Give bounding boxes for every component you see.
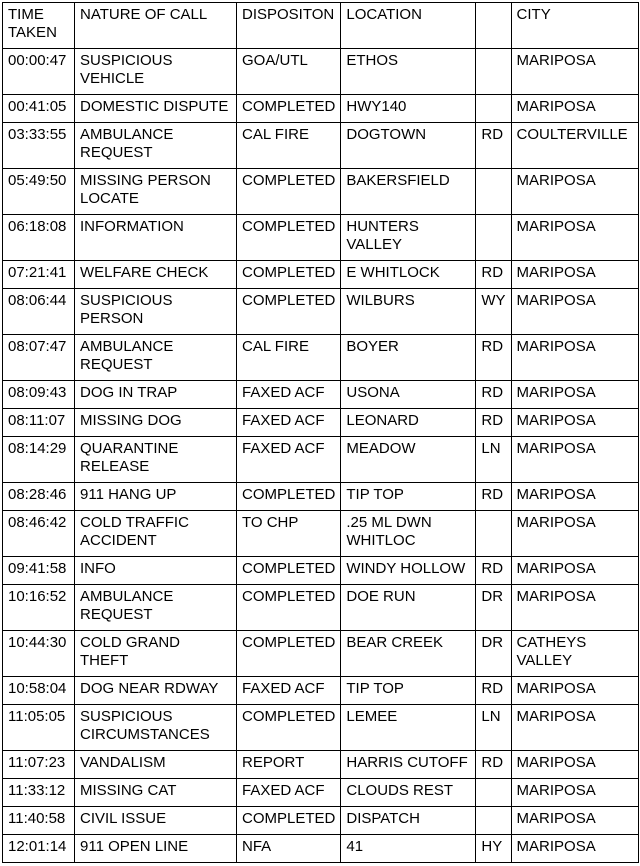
table-row bbox=[3, 437, 639, 483]
time-cell: 06:18:08 bbox=[3, 215, 75, 261]
disposition-cell: COMPLETED bbox=[237, 705, 341, 751]
disposition-cell: COMPLETED bbox=[237, 585, 341, 631]
disposition-cell: GOA/UTL bbox=[237, 49, 341, 95]
location-cell: HWY140 bbox=[341, 95, 476, 123]
city-cell: MARIPOSA bbox=[511, 409, 638, 437]
location-cell: CLOUDS REST bbox=[341, 779, 476, 807]
table-row bbox=[3, 631, 639, 677]
location-cell: ETHOS bbox=[341, 49, 476, 95]
disposition-cell: TO CHP bbox=[237, 511, 341, 557]
city-cell: MARIPOSA bbox=[511, 677, 638, 705]
table-row bbox=[3, 483, 639, 511]
disposition-cell: COMPLETED bbox=[237, 557, 341, 585]
nature-of-call-cell: DOG NEAR RDWAY bbox=[75, 677, 237, 705]
header-disposition: DISPOSITON bbox=[237, 3, 341, 49]
nature-of-call-cell: INFO bbox=[75, 557, 237, 585]
nature-of-call-cell: MISSING PERSON LOCATE bbox=[75, 169, 237, 215]
table-row bbox=[3, 409, 639, 437]
time-cell: 00:41:05 bbox=[3, 95, 75, 123]
street-suffix-cell bbox=[476, 95, 511, 123]
call-log-table bbox=[2, 2, 639, 863]
nature-of-call-cell: INFORMATION bbox=[75, 215, 237, 261]
nature-of-call-cell: AMBULANCE REQUEST bbox=[75, 123, 237, 169]
table-row bbox=[3, 705, 639, 751]
time-cell: 10:44:30 bbox=[3, 631, 75, 677]
location-cell: WINDY HOLLOW bbox=[341, 557, 476, 585]
header-street-suffix bbox=[476, 3, 511, 49]
disposition-cell: FAXED ACF bbox=[237, 779, 341, 807]
nature-of-call-cell: MISSING CAT bbox=[75, 779, 237, 807]
table-row bbox=[3, 95, 639, 123]
location-cell: BOYER bbox=[341, 335, 476, 381]
time-cell: 05:49:50 bbox=[3, 169, 75, 215]
street-suffix-cell: RD bbox=[476, 335, 511, 381]
city-cell: MARIPOSA bbox=[511, 705, 638, 751]
city-cell: MARIPOSA bbox=[511, 835, 638, 863]
nature-of-call-cell: QUARANTINE RELEASE bbox=[75, 437, 237, 483]
nature-of-call-cell: MISSING DOG bbox=[75, 409, 237, 437]
city-cell: MARIPOSA bbox=[511, 807, 638, 835]
table-row bbox=[3, 779, 639, 807]
city-cell: MARIPOSA bbox=[511, 215, 638, 261]
table-row bbox=[3, 169, 639, 215]
street-suffix-cell bbox=[476, 49, 511, 95]
nature-of-call-cell: 911 OPEN LINE bbox=[75, 835, 237, 863]
table-row bbox=[3, 835, 639, 863]
street-suffix-cell: RD bbox=[476, 261, 511, 289]
nature-of-call-cell: SUSPICIOUS CIRCUMSTANCES bbox=[75, 705, 237, 751]
nature-of-call-cell: SUSPICIOUS PERSON bbox=[75, 289, 237, 335]
city-cell: MARIPOSA bbox=[511, 335, 638, 381]
time-cell: 08:09:43 bbox=[3, 381, 75, 409]
header-nature-of-call: NATURE OF CALL bbox=[75, 3, 237, 49]
nature-of-call-cell: AMBULANCE REQUEST bbox=[75, 585, 237, 631]
city-cell: MARIPOSA bbox=[511, 511, 638, 557]
time-cell: 08:07:47 bbox=[3, 335, 75, 381]
time-cell: 08:11:07 bbox=[3, 409, 75, 437]
table-body bbox=[3, 49, 639, 863]
city-cell: MARIPOSA bbox=[511, 437, 638, 483]
street-suffix-cell: DR bbox=[476, 631, 511, 677]
location-cell: WILBURS bbox=[341, 289, 476, 335]
location-cell: DOGTOWN bbox=[341, 123, 476, 169]
disposition-cell: CAL FIRE bbox=[237, 335, 341, 381]
disposition-cell: CAL FIRE bbox=[237, 123, 341, 169]
table-header-row bbox=[3, 3, 639, 49]
nature-of-call-cell: VANDALISM bbox=[75, 751, 237, 779]
street-suffix-cell bbox=[476, 779, 511, 807]
street-suffix-cell: RD bbox=[476, 751, 511, 779]
location-cell: USONA bbox=[341, 381, 476, 409]
table-row bbox=[3, 511, 639, 557]
time-cell: 11:05:05 bbox=[3, 705, 75, 751]
time-cell: 08:28:46 bbox=[3, 483, 75, 511]
time-cell: 09:41:58 bbox=[3, 557, 75, 585]
city-cell: MARIPOSA bbox=[511, 289, 638, 335]
time-cell: 12:01:14 bbox=[3, 835, 75, 863]
disposition-cell: COMPLETED bbox=[237, 807, 341, 835]
disposition-cell: COMPLETED bbox=[237, 261, 341, 289]
street-suffix-cell: DR bbox=[476, 585, 511, 631]
table-row bbox=[3, 335, 639, 381]
disposition-cell: NFA bbox=[237, 835, 341, 863]
nature-of-call-cell: WELFARE CHECK bbox=[75, 261, 237, 289]
city-cell: MARIPOSA bbox=[511, 751, 638, 779]
city-cell: MARIPOSA bbox=[511, 381, 638, 409]
time-cell: 07:21:41 bbox=[3, 261, 75, 289]
nature-of-call-cell: DOG IN TRAP bbox=[75, 381, 237, 409]
nature-of-call-cell: SUSPICIOUS VEHICLE bbox=[75, 49, 237, 95]
city-cell: MARIPOSA bbox=[511, 779, 638, 807]
time-cell: 10:58:04 bbox=[3, 677, 75, 705]
street-suffix-cell: LN bbox=[476, 705, 511, 751]
time-cell: 11:07:23 bbox=[3, 751, 75, 779]
nature-of-call-cell: CIVIL ISSUE bbox=[75, 807, 237, 835]
location-cell: BEAR CREEK bbox=[341, 631, 476, 677]
nature-of-call-cell: 911 HANG UP bbox=[75, 483, 237, 511]
city-cell: MARIPOSA bbox=[511, 261, 638, 289]
street-suffix-cell: RD bbox=[476, 381, 511, 409]
city-cell: MARIPOSA bbox=[511, 49, 638, 95]
location-cell: LEMEE bbox=[341, 705, 476, 751]
street-suffix-cell bbox=[476, 511, 511, 557]
street-suffix-cell bbox=[476, 215, 511, 261]
location-cell: DISPATCH bbox=[341, 807, 476, 835]
city-cell: MARIPOSA bbox=[511, 169, 638, 215]
location-cell: LEONARD bbox=[341, 409, 476, 437]
time-cell: 03:33:55 bbox=[3, 123, 75, 169]
disposition-cell: COMPLETED bbox=[237, 483, 341, 511]
street-suffix-cell: RD bbox=[476, 409, 511, 437]
disposition-cell: FAXED ACF bbox=[237, 409, 341, 437]
disposition-cell: COMPLETED bbox=[237, 169, 341, 215]
city-cell: MARIPOSA bbox=[511, 95, 638, 123]
city-cell: COULTERVILLE bbox=[511, 123, 638, 169]
street-suffix-cell bbox=[476, 807, 511, 835]
street-suffix-cell: HY bbox=[476, 835, 511, 863]
disposition-cell: FAXED ACF bbox=[237, 677, 341, 705]
table-row bbox=[3, 807, 639, 835]
location-cell: E WHITLOCK bbox=[341, 261, 476, 289]
city-cell: MARIPOSA bbox=[511, 557, 638, 585]
table-row bbox=[3, 123, 639, 169]
location-cell: TIP TOP bbox=[341, 483, 476, 511]
location-cell: .25 ML DWN WHITLOC bbox=[341, 511, 476, 557]
street-suffix-cell: RD bbox=[476, 677, 511, 705]
street-suffix-cell: RD bbox=[476, 557, 511, 585]
location-cell: TIP TOP bbox=[341, 677, 476, 705]
city-cell: MARIPOSA bbox=[511, 483, 638, 511]
disposition-cell: FAXED ACF bbox=[237, 381, 341, 409]
table-row bbox=[3, 585, 639, 631]
nature-of-call-cell: COLD TRAFFIC ACCIDENT bbox=[75, 511, 237, 557]
table-row bbox=[3, 49, 639, 95]
table-row bbox=[3, 677, 639, 705]
disposition-cell: COMPLETED bbox=[237, 95, 341, 123]
table-row bbox=[3, 751, 639, 779]
street-suffix-cell bbox=[476, 169, 511, 215]
disposition-cell: COMPLETED bbox=[237, 215, 341, 261]
nature-of-call-cell: AMBULANCE REQUEST bbox=[75, 335, 237, 381]
street-suffix-cell: WY bbox=[476, 289, 511, 335]
street-suffix-cell: RD bbox=[476, 483, 511, 511]
table-row bbox=[3, 289, 639, 335]
city-cell: CATHEYS VALLEY bbox=[511, 631, 638, 677]
location-cell: MEADOW bbox=[341, 437, 476, 483]
time-cell: 00:00:47 bbox=[3, 49, 75, 95]
time-cell: 11:40:58 bbox=[3, 807, 75, 835]
table-row bbox=[3, 381, 639, 409]
time-cell: 08:14:29 bbox=[3, 437, 75, 483]
disposition-cell: REPORT bbox=[237, 751, 341, 779]
nature-of-call-cell: COLD GRAND THEFT bbox=[75, 631, 237, 677]
header-location: LOCATION bbox=[341, 3, 476, 49]
location-cell: DOE RUN bbox=[341, 585, 476, 631]
city-cell: MARIPOSA bbox=[511, 585, 638, 631]
disposition-cell: COMPLETED bbox=[237, 631, 341, 677]
location-cell: HARRIS CUTOFF bbox=[341, 751, 476, 779]
nature-of-call-cell: DOMESTIC DISPUTE bbox=[75, 95, 237, 123]
location-cell: 41 bbox=[341, 835, 476, 863]
time-cell: 08:46:42 bbox=[3, 511, 75, 557]
disposition-cell: FAXED ACF bbox=[237, 437, 341, 483]
time-cell: 10:16:52 bbox=[3, 585, 75, 631]
time-cell: 11:33:12 bbox=[3, 779, 75, 807]
table-row bbox=[3, 215, 639, 261]
header-city: CITY bbox=[511, 3, 638, 49]
time-cell: 08:06:44 bbox=[3, 289, 75, 335]
location-cell: BAKERSFIELD bbox=[341, 169, 476, 215]
table-row bbox=[3, 261, 639, 289]
table-row bbox=[3, 557, 639, 585]
disposition-cell: COMPLETED bbox=[237, 289, 341, 335]
location-cell: HUNTERS VALLEY bbox=[341, 215, 476, 261]
street-suffix-cell: RD bbox=[476, 123, 511, 169]
street-suffix-cell: LN bbox=[476, 437, 511, 483]
header-time-taken: TIME TAKEN bbox=[3, 3, 75, 49]
